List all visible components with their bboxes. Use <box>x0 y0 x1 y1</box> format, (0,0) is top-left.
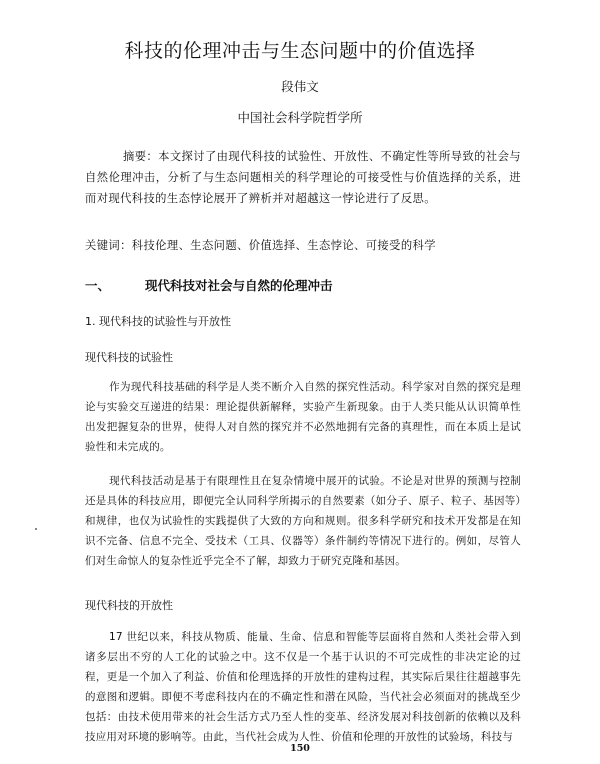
abstract-text: 摘要：本文探讨了由现代科技的试验性、开放性、不确定性等所导致的社会与自然伦理冲击，分析了与生态问题相关的科学理论的可接受性与价值选择的关系，进而对现代科技的生态悖论展开了辨析并对超越这一悖论进行了反思。 <box>85 150 521 205</box>
paper-title: 科技的伦理冲击与生态问题中的价值选择 <box>124 40 476 62</box>
paragraph-3 <box>85 627 521 747</box>
paragraph-3-text: 17 世纪以来，科技从物质、能量、生命、信息和智能等层面将自然和人类社会带入到诸多层出不穷的人工化的试验之中。这不仅是一个基于认识的不可完成性的非决定论的过程，更是一个加入了利益、价值和伦理选择的开放性的建构过程，其实际后果往往超越事先的意图和逻辑。即便不考虑科技内在的不确定性和潜在风险，当代社会必须面对的挑战至少包括：由技术使用带来的社会生活方式乃至人性的变革、经济发展对科技创新的依赖以及科技应用对环境的影响等。由此，当代社会成为人性、价值和伦理的开放性的试验场，科技与 <box>85 631 521 743</box>
scan-artifact <box>35 528 37 530</box>
section-heading <box>85 276 525 294</box>
subsection-heading: 1. 现代科技的试验性与开放性 <box>85 315 231 328</box>
author-affiliation: 中国社会科学院哲学所 <box>237 110 363 125</box>
page-number: 150 <box>290 743 310 754</box>
section-title: 现代科技对社会与自然的伦理冲击 <box>145 278 333 293</box>
keywords: 关键词：科技伦理、生态问题、价值选择、生态悖论、可接受的科学 <box>85 239 436 252</box>
heading-experimental: 现代科技的试验性 <box>85 351 173 364</box>
abstract <box>85 146 521 209</box>
paragraph-1 <box>85 377 521 457</box>
section-number: 一、 <box>85 278 111 293</box>
paragraph-1-text: 作为现代科技基础的科学是人类不断介入自然的探究性活动。科学家对自然的探究是理论与实验交互递进的结果：理论提供新解释，实验产生新现象。由于人类只能从认识简单性出发把握复杂的世界，使得人对自然的探究并不必然地拥有完备的真理性，而在本质上是试验性和未完成的。 <box>85 381 521 453</box>
heading-open: 现代科技的开放性 <box>85 599 173 612</box>
author-name: 段伟文 <box>281 79 319 94</box>
paragraph-2-text: 现代科技活动是基于有限理性且在复杂情境中展开的试验。不论是对世界的预测与控制还是具体的科技应用，即便完全认同科学所揭示的自然要素（如分子、原子、粒子、基因等）和规律，也仅为试验性的实践提供了大致的方向和规则。很多科学研究和技术开发都是在知识不完备、信息不完全、受技术（工具、仪器等）条件制约等情况下进行的。例如，尽管人们对生命惊人的复杂性近乎完全不了解，却致力于研究克隆和基因。 <box>85 475 521 567</box>
paragraph-2 <box>85 471 521 571</box>
